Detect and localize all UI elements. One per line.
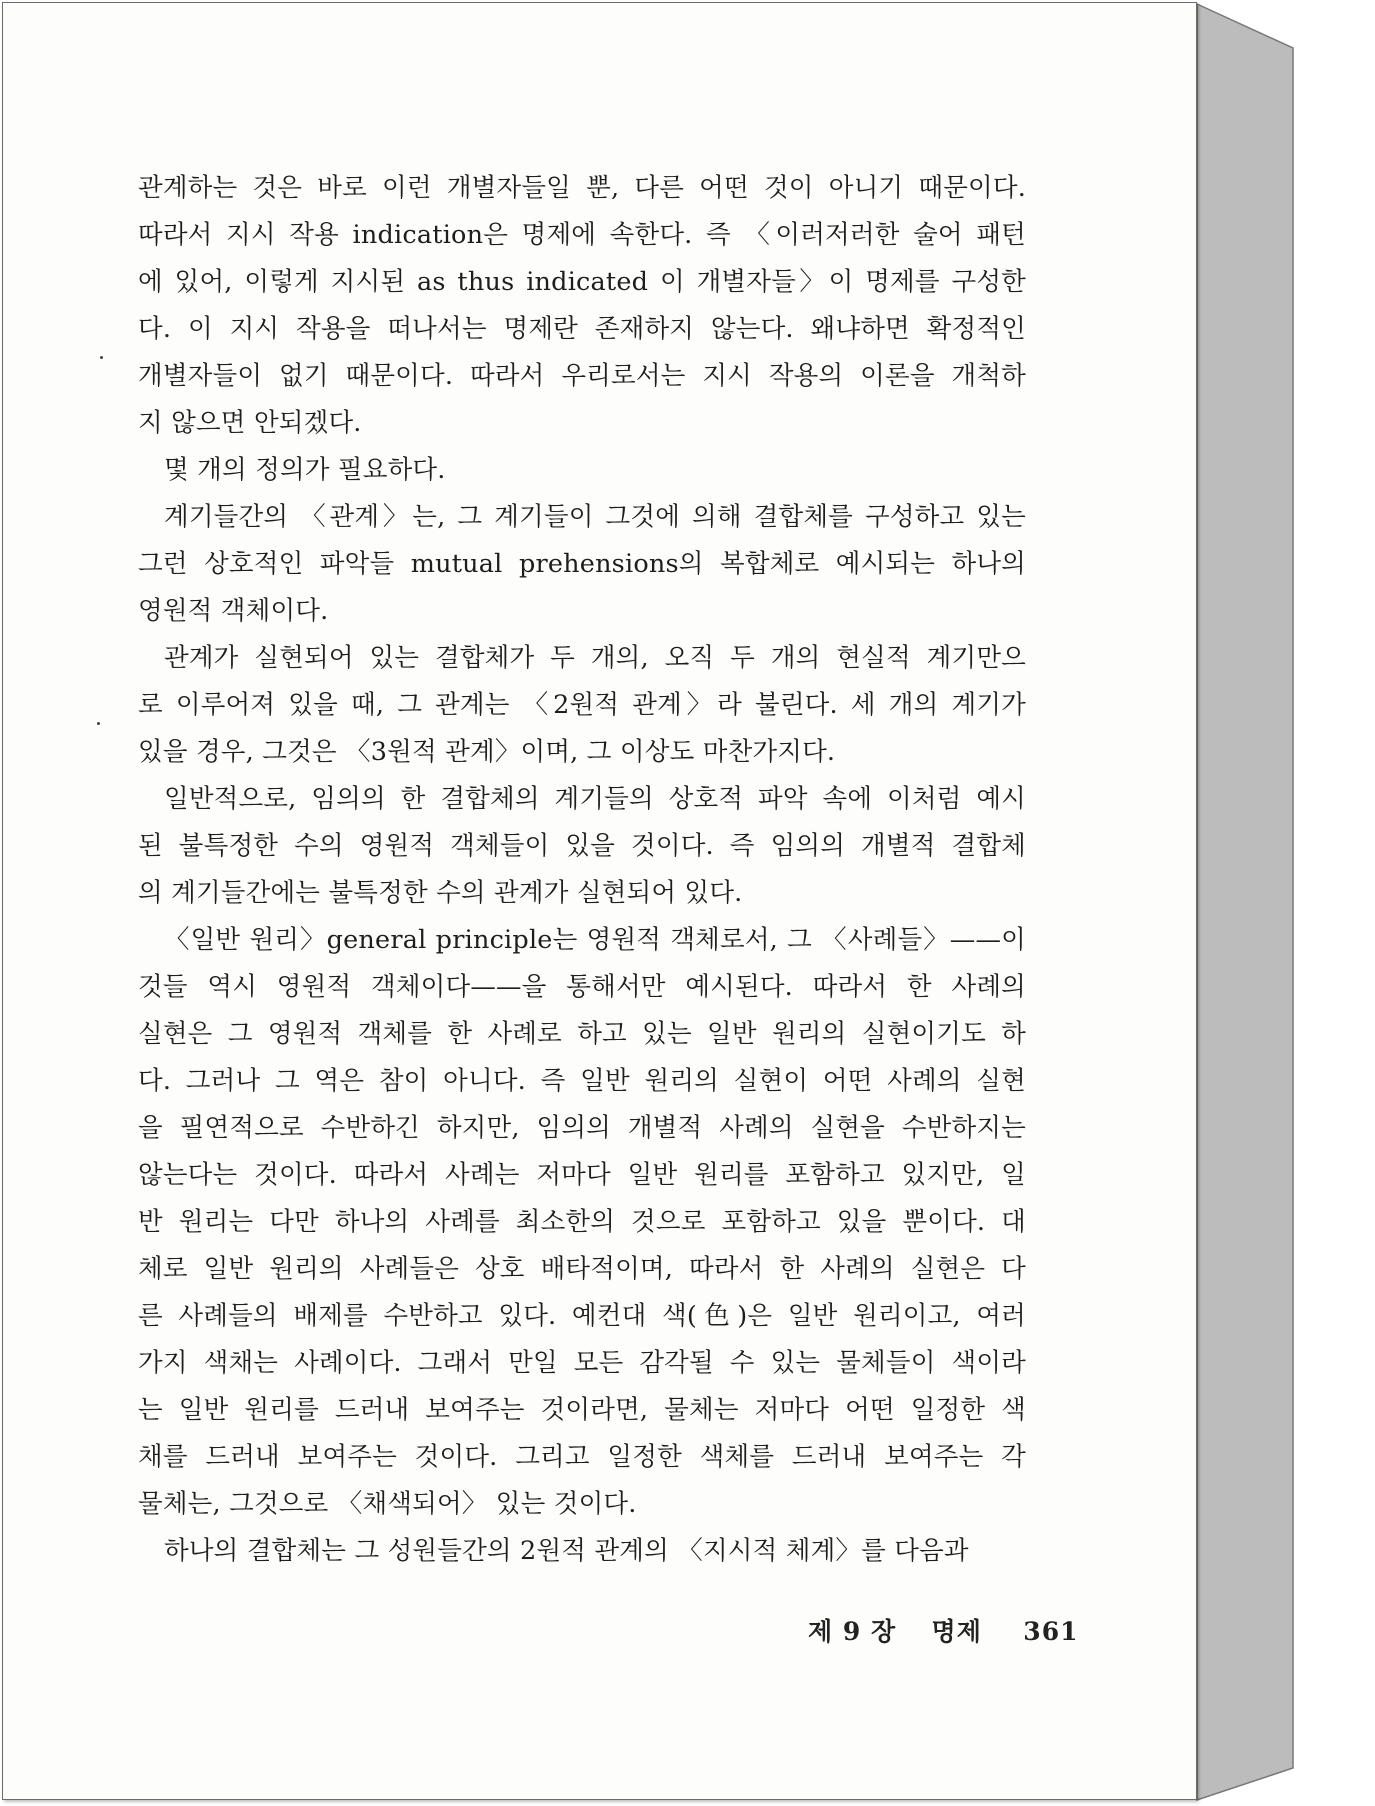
text-line: 는 일반 원리를 드러내 보여주는 것이라면, 물체는 저마다 어떤 일정한 색 [138,1395,1026,1425]
paragraph [138,494,1026,635]
text-line: 관계가 실현되어 있는 결합체가 두 개의, 오직 두 개의 현실적 계기만으 [164,643,1026,673]
text-line: 른 사례들의 배제를 수반하고 있다. 예컨대 색(色)은 일반 원리이고, 여러 [138,1301,1026,1331]
text-line: 의 계기들간에는 불특정한 수의 관계가 실현되어 있다. [138,878,743,908]
paragraph [138,1528,1026,1575]
running-footer [808,1612,1078,1648]
text-line: 개별자들이 없기 때문이다. 따라서 우리로서는 지시 작용의 이론을 개척하 [138,361,1026,391]
paragraph [138,447,1026,494]
text-line: 체로 일반 원리의 사례들은 상호 배타적이며, 따라서 한 사례의 실현은 다 [138,1254,1026,1284]
margin-mark [100,356,103,359]
text-line: 에 있어, 이렇게 지시된 as thus indicated 이 개별자들〉이 명제를 구성한 [138,267,1026,297]
text-line: 것들 역시 영원적 객체이다——을 통해서만 예시된다. 따라서 한 사례의 [138,972,1026,1002]
chapter-title: 명제 [931,1617,982,1646]
paragraph [138,917,1026,1528]
text-line: 영원적 객체이다. [138,596,329,626]
text-line: 지 않으면 안되겠다. [138,408,362,438]
paragraph [138,635,1026,776]
text-line: 〈일반 원리〉general principle는 영원적 객체로서, 그 〈사례들〉——이 [164,925,1026,955]
text-line: 관계하는 것은 바로 이런 개별자들일 뿐, 다른 어떤 것이 아니기 때문이다. [138,173,1026,203]
text-line: 따라서 지시 작용 indication은 명제에 속한다. 즉 〈이러저러한 술어 패턴 [138,220,1026,250]
text-line: 다. 그러나 그 역은 참이 아니다. 즉 일반 원리의 실현이 어떤 사례의 실현 [138,1066,1026,1096]
text-line: 몇 개의 정의가 필요하다. [164,455,446,485]
text-line: 을 필연적으로 수반하긴 하지만, 임의의 개별적 사례의 실현을 수반하지는 [138,1113,1026,1143]
text-line: 그런 상호적인 파악들 mutual prehensions의 복합체로 예시되는 하나의 [138,549,1026,579]
text-line: 다. 이 지시 작용을 떠나서는 명제란 존재하지 않는다. 왜냐하면 확정적인 [138,314,1026,344]
text-line: 있을 경우, 그것은 〈3원적 관계〉이며, 그 이상도 마찬가지다. [138,737,836,767]
text-line: 로 이루어져 있을 때, 그 관계는 〈2원적 관계〉라 불린다. 세 개의 계기가 [138,690,1026,720]
text-line: 채를 드러내 보여주는 것이다. 그리고 일정한 색체를 드러내 보여주는 각 [138,1442,1026,1472]
text-line: 계기들간의 〈관계〉는, 그 계기들이 그것에 의해 결합체를 구성하고 있는 [164,502,1026,532]
paragraph [138,165,1026,447]
chapter-label: 제 9 장 [808,1617,897,1646]
text-line: 된 불특정한 수의 영원적 객체들이 있을 것이다. 즉 임의의 개별적 결합체 [138,831,1026,861]
text-line: 실현은 그 영원적 객체를 한 사례로 하고 있는 일반 원리의 실현이기도 하 [138,1019,1026,1049]
text-line: 하나의 결합체는 그 성원들간의 2원적 관계의 〈지시적 체계〉를 다음과 [164,1536,969,1566]
page-number: 361 [1023,1617,1079,1646]
margin-mark [97,722,100,725]
text-line: 일반적으로, 임의의 한 결합체의 계기들의 상호적 파악 속에 이처럼 예시 [164,784,1026,814]
text-line: 않는다는 것이다. 따라서 사례는 저마다 일반 원리를 포함하고 있지만, 일 [138,1160,1026,1190]
text-line: 가지 색채는 사례이다. 그래서 만일 모든 감각될 수 있는 물체들이 색이라 [138,1348,1026,1378]
text-line: 물체는, 그것으로 〈채색되어〉 있는 것이다. [138,1489,637,1519]
book-side-face [1197,4,1293,1800]
paragraph [138,776,1026,917]
text-line: 반 원리는 다만 하나의 사례를 최소한의 것으로 포함하고 있을 뿐이다. 대 [138,1207,1026,1237]
page-body [138,165,1026,1575]
